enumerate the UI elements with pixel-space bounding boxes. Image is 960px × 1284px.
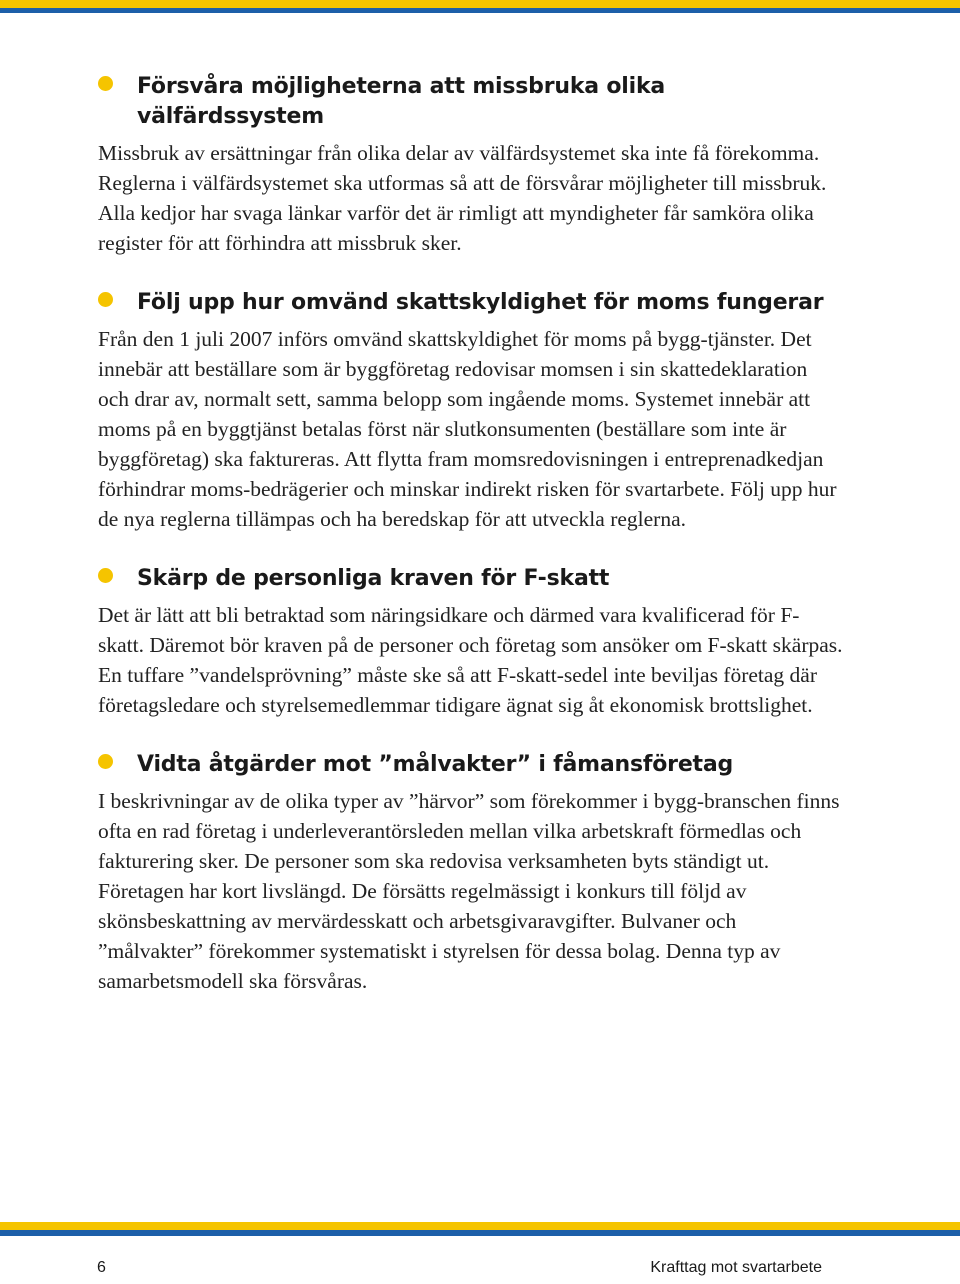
- top-stripe-yellow: [0, 0, 960, 8]
- heading-text: Skärp de personliga kraven för F-skatt: [137, 566, 610, 591]
- bottom-stripe-yellow: [0, 1222, 960, 1230]
- section-vat: [98, 288, 843, 534]
- top-stripe-blue: [0, 8, 960, 13]
- bullet-icon: [98, 568, 113, 583]
- bullet-icon: [98, 292, 113, 307]
- section-welfare: [98, 72, 843, 258]
- footer-title: Krafttag mot svartarbete: [650, 1259, 822, 1276]
- section-figureheads: [98, 750, 843, 996]
- section-body: I beskrivningar av de olika typer av ”härvor” som förekommer i bygg-branschen finns ofta en rad företag i underleverantörsleden mellan vilka arbetskraft förmedlas och fakturering sker. De personer som ska redovisa verksamheten byts ständigt ut. Företagen har kort livslängd. De försätts regelmässigt i konkurs till följd av skönsbeskattning av mervärdesskatt och arbetsgivaravgifter. Bulvaner och ”målvakter” förekommer systematiskt i styrelsen för dessa bolag. Denna typ av samarbetsmodell ska försvåras.: [98, 789, 840, 993]
- section-heading: [98, 564, 843, 594]
- section-body: Från den 1 juli 2007 införs omvänd skattskyldighet för moms på bygg-tjänster. Det innebär att beställare som är byggföretag redovisar momsen i sin skattedeklaration och drar av, normalt sett, samma belopp som ingående moms. Systemet innebär att moms på en byggtjänst betalas först när slutkonsumenten (beställare som inte är byggföretag) ska faktureras. Att flytta fram momsredovisningen i entreprenadkedjan förhindrar moms-bedrägerier och minskar indirekt risken för svartarbete. Följ upp hur de nya reglerna tillämpas och ha beredskap för att utveckla reglerna.: [98, 327, 837, 531]
- heading-text: Försvåra möjligheterna att missbruka olika välfärdssystem: [137, 74, 666, 129]
- section-heading: [98, 750, 843, 780]
- bullet-icon: [98, 76, 113, 91]
- section-f-tax: [98, 564, 843, 720]
- bullet-icon: [98, 754, 113, 769]
- bottom-stripe: [0, 1222, 960, 1236]
- bottom-stripe-blue: [0, 1230, 960, 1236]
- section-body: Det är lätt att bli betraktad som näringsidkare och därmed vara kvalificerad för F-skatt. Däremot bör kraven på de personer och företag som ansöker om F-skatt skärpas. En tuffare ”vandelsprövning” måste ske så att F-skatt-sedel inte beviljas företag där företagsledare och styrelsemedlemmar tidigare ägnat sig åt ekonomisk brottslighet.: [98, 603, 843, 717]
- section-heading: [98, 72, 843, 132]
- page-content: [98, 72, 843, 996]
- section-heading: [98, 288, 843, 318]
- heading-text: Följ upp hur omvänd skattskyldighet för moms fungerar: [137, 290, 824, 315]
- page-number: 6: [97, 1259, 106, 1276]
- heading-text: Vidta åtgärder mot ”målvakter” i fåmansföretag: [137, 752, 734, 777]
- top-stripe: [0, 0, 960, 14]
- section-body: Missbruk av ersättningar från olika delar av välfärdsystemet ska inte få förekomma. Reglerna i välfärdsystemet ska utformas så att de försvårar möjligheter till missbruk. Alla kedjor har svaga länkar varför det är rimligt att myndigheter får samköra olika register för att förhindra att missbruk sker.: [98, 141, 827, 255]
